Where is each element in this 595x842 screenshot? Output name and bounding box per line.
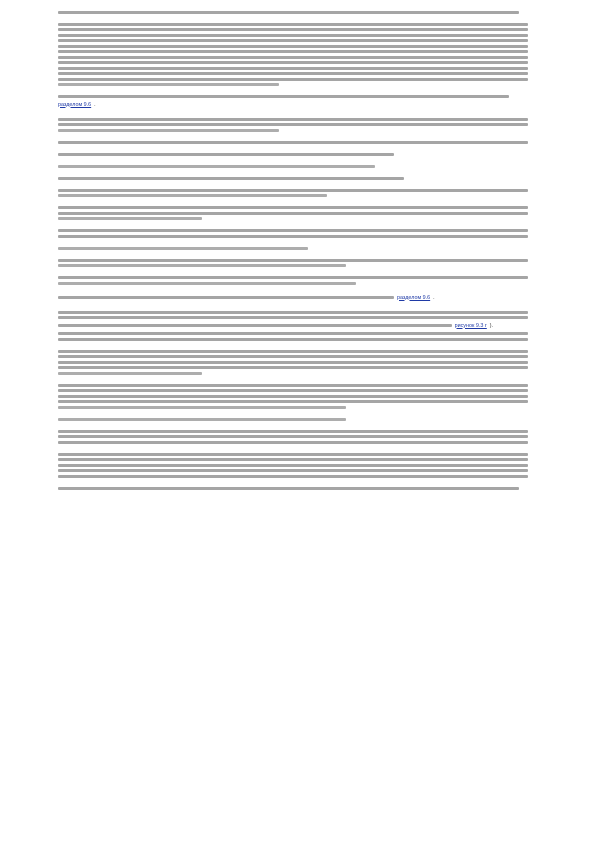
text-line <box>58 67 528 70</box>
text-line <box>58 72 528 75</box>
text-line <box>58 395 528 398</box>
text-line <box>58 247 308 250</box>
paragraph-22 <box>58 487 538 490</box>
text-line <box>58 95 509 98</box>
text-line <box>58 475 528 478</box>
text-line <box>58 235 528 238</box>
text-line <box>58 165 375 168</box>
paragraph-9 <box>58 189 538 198</box>
text-line <box>58 194 327 197</box>
text-line <box>58 435 528 438</box>
text-line <box>58 23 528 26</box>
text-line <box>58 430 528 433</box>
text-line <box>58 469 528 472</box>
text-line <box>58 324 452 327</box>
section-link[interactable]: рисунок 9.3 г <box>454 322 487 329</box>
text-line <box>58 361 528 364</box>
paragraph-8 <box>58 177 538 180</box>
punctuation: . <box>433 294 435 301</box>
paragraph-1 <box>58 11 538 14</box>
text-line <box>58 316 528 319</box>
text-line <box>58 61 528 64</box>
text-line <box>58 338 528 341</box>
text-line <box>58 355 528 358</box>
paragraph-16 <box>58 311 538 341</box>
text-line <box>58 453 528 456</box>
paragraph-18 <box>58 384 538 409</box>
document-body <box>58 8 538 499</box>
text-line <box>58 311 528 314</box>
text-line <box>58 78 528 81</box>
text-line <box>58 129 279 132</box>
punctuation: . <box>94 101 96 108</box>
text-line <box>58 366 528 369</box>
paragraph-14 <box>58 276 538 285</box>
paragraph-7 <box>58 165 538 168</box>
text-line <box>58 406 346 409</box>
text-line <box>58 389 528 392</box>
text-line <box>58 487 519 490</box>
section-link[interactable]: разделом 9.6 <box>397 294 431 301</box>
text-line <box>58 50 528 53</box>
text-line <box>58 153 394 156</box>
link-row <box>58 322 538 330</box>
text-line <box>58 212 528 215</box>
paragraph-2 <box>58 23 538 87</box>
paragraph-19 <box>58 418 538 421</box>
paragraph-13 <box>58 259 538 268</box>
paragraph-17 <box>58 350 538 375</box>
text-line <box>58 217 202 220</box>
text-line <box>58 118 528 121</box>
text-line <box>58 350 528 353</box>
paragraph-11 <box>58 229 538 238</box>
text-line <box>58 372 202 375</box>
paragraph-5 <box>58 141 538 144</box>
paragraph-20 <box>58 430 538 444</box>
paragraph-4 <box>58 118 538 132</box>
text-line <box>58 418 346 421</box>
text-line <box>58 11 519 14</box>
punctuation: ). <box>489 322 493 329</box>
text-line <box>58 56 528 59</box>
text-line <box>58 189 528 192</box>
text-line <box>58 259 528 262</box>
paragraph-10 <box>58 206 538 220</box>
text-line <box>58 83 279 86</box>
text-line <box>58 332 528 335</box>
text-line <box>58 123 528 126</box>
paragraph-21 <box>58 453 538 478</box>
text-line <box>58 282 356 285</box>
text-line <box>58 384 528 387</box>
text-line <box>58 39 528 42</box>
paragraph-3 <box>58 95 538 109</box>
paragraph-15 <box>58 294 538 302</box>
text-line <box>58 45 528 48</box>
text-line <box>58 441 528 444</box>
text-line <box>58 229 528 232</box>
text-line <box>58 206 528 209</box>
text-line <box>58 458 528 461</box>
link-row <box>58 294 538 302</box>
text-line <box>58 34 528 37</box>
text-line <box>58 276 528 279</box>
text-line <box>58 400 528 403</box>
text-line <box>58 28 528 31</box>
paragraph-6 <box>58 153 538 156</box>
section-link[interactable]: разделом 9.6 <box>58 101 92 108</box>
text-line <box>58 177 404 180</box>
text-line <box>58 264 346 267</box>
link-row <box>58 101 538 109</box>
paragraph-12 <box>58 247 538 250</box>
text-line <box>58 296 394 299</box>
text-line <box>58 464 528 467</box>
text-line <box>58 141 528 144</box>
